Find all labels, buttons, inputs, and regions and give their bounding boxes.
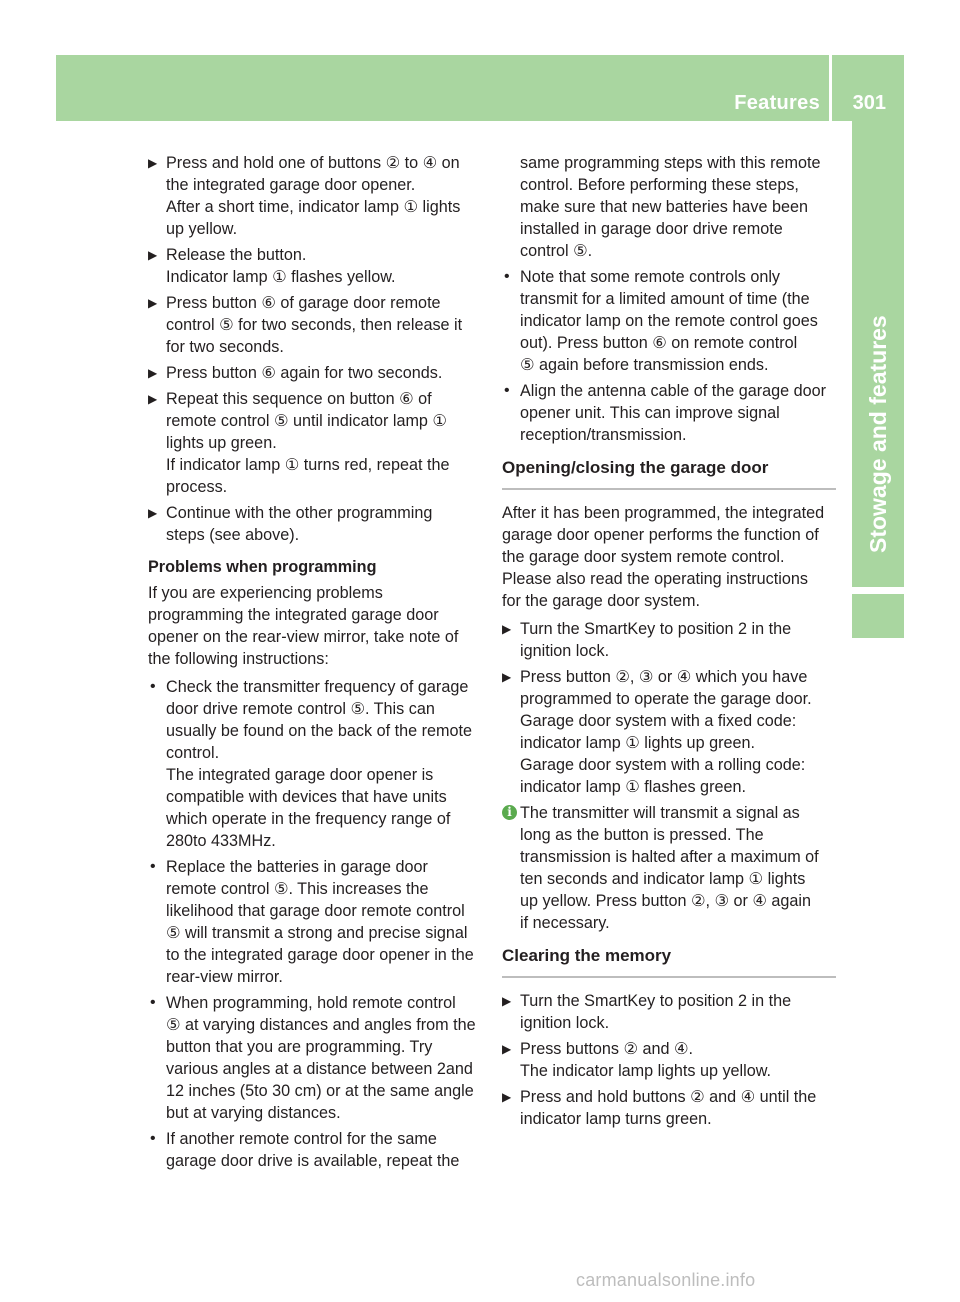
item-text-line: ignition lock. [520, 1014, 610, 1032]
item-text-line: garage door drive is available, repeat the [166, 1152, 460, 1170]
item-text-line: Release the button. [166, 246, 307, 264]
item-text-line: reception/transmission. [520, 426, 687, 444]
action-arrow-icon: ▶ [502, 994, 512, 1008]
bullet-icon: • [504, 382, 510, 399]
continued-line: installed in garage door drive remote [520, 220, 783, 238]
item-text-line: ignition lock. [520, 642, 610, 660]
info-note [502, 802, 836, 934]
action-arrow-icon: ▶ [148, 296, 158, 310]
item-text-line: programmed to operate the garage door. [520, 690, 812, 708]
item-text-line: indicator lamp ① lights up green. [520, 734, 755, 752]
instruction-step [502, 1038, 836, 1082]
bullet-item [148, 1128, 482, 1172]
chapter-side-tab [852, 121, 904, 587]
intro-line: the following instructions: [148, 650, 329, 668]
instruction-step [148, 388, 482, 498]
item-text-line: Press and hold one of buttons ② to ④ on [166, 154, 460, 172]
instruction-step [148, 244, 482, 288]
item-text-line: door drive remote control ⑤. This can [166, 700, 435, 718]
instruction-step [502, 990, 836, 1034]
intro-line: If you are experiencing problems [148, 584, 383, 602]
intro-line: for the garage door system. [502, 592, 700, 610]
item-text-line: usually be found on the back of the remote [166, 722, 472, 740]
problems-bullets [148, 676, 482, 1172]
continued-bullet [502, 152, 836, 262]
note-line: if necessary. [520, 914, 610, 932]
item-text-line: to the integrated garage door opener in the [166, 946, 474, 964]
item-text-line: Press buttons ② and ④. [520, 1040, 693, 1058]
header-divider [829, 55, 832, 121]
item-text-line: control. [166, 744, 220, 762]
info-icon: i [502, 805, 517, 820]
item-text-line: After a short time, indicator lamp ① lights [166, 198, 461, 216]
item-text-line: indicator lamp turns green. [520, 1110, 712, 1128]
problems-heading: Problems when programming [148, 558, 377, 576]
item-text-line: 12 inches (5to 30 cm) or at the same angle [166, 1082, 474, 1100]
item-text-line: indicator lamp on the remote control goes [520, 312, 818, 330]
right-bullets [502, 266, 836, 446]
continued-line: control. Before performing these steps, [520, 176, 799, 194]
instruction-step [148, 292, 482, 358]
instruction-step [148, 152, 482, 240]
bullet-item [148, 676, 482, 852]
instruction-step [502, 666, 836, 798]
bullet-item [148, 992, 482, 1124]
note-line: up yellow. Press button ②, ③ or ④ again [520, 892, 811, 910]
action-arrow-icon: ▶ [148, 366, 158, 380]
item-text-line: opener unit. This can improve signal [520, 404, 780, 422]
action-arrow-icon: ▶ [148, 156, 158, 170]
bullet-item [502, 266, 836, 376]
page-header [56, 55, 904, 121]
item-text-line: Press button ⑥ again for two seconds. [166, 364, 443, 382]
item-text-line: likelihood that garage door remote control [166, 902, 465, 920]
item-text-line: When programming, hold remote control [166, 994, 456, 1012]
item-text-line: transmit for a limited amount of time (the [520, 290, 810, 308]
opening-steps [502, 618, 836, 798]
note-line: ten seconds and indicator lamp ① lights [520, 870, 806, 888]
page-number: 301 [852, 92, 886, 114]
item-text-line: Garage door system with a fixed code: [520, 712, 797, 730]
item-text-line: lights up green. [166, 434, 277, 452]
left-column [148, 152, 482, 1176]
item-text-line: the integrated garage door opener. [166, 176, 416, 194]
right-column [502, 152, 836, 1134]
item-text-line: remote control ⑤ until indicator lamp ① [166, 412, 447, 430]
item-text-line: If another remote control for the same [166, 1130, 437, 1148]
continued-line: make sure that new batteries have been [520, 198, 808, 216]
action-arrow-icon: ▶ [502, 622, 512, 636]
instruction-step [148, 362, 482, 384]
intro-line: the garage door system remote control. [502, 548, 785, 566]
item-text-line: Repeat this sequence on button ⑥ of [166, 390, 432, 408]
item-text-line: The indicator lamp lights up yellow. [520, 1062, 772, 1080]
item-text-line: Continue with the other programming [166, 504, 433, 522]
bullet-item [148, 856, 482, 988]
continued-line: control ⑤. [520, 242, 593, 260]
intro-line: garage door opener performs the function of [502, 526, 819, 544]
item-text-line: remote control ⑤. This increases the [166, 880, 429, 898]
item-text-line: ⑤ again before transmission ends. [520, 356, 769, 374]
action-arrow-icon: ▶ [148, 248, 158, 262]
bullet-item [502, 380, 836, 446]
steps-list-a [148, 152, 482, 546]
bullet-icon: • [150, 1130, 156, 1147]
item-text-line: 280to 433MHz. [166, 832, 276, 850]
watermark: carmanualsonline.info [576, 1270, 756, 1290]
note-line: The transmitter will transmit a signal as [520, 804, 800, 822]
clearing-steps [502, 990, 836, 1130]
item-text-line: Replace the batteries in garage door [166, 858, 428, 876]
action-arrow-icon: ▶ [502, 1042, 512, 1056]
bullet-icon: • [150, 678, 156, 695]
item-text-line: Press button ⑥ of garage door remote [166, 294, 441, 312]
item-text-line: If indicator lamp ① turns red, repeat the [166, 456, 450, 474]
item-text-line: Garage door system with a rolling code: [520, 756, 806, 774]
instruction-step [502, 1086, 836, 1130]
note-line: transmission is halted after a maximum of [520, 848, 819, 866]
item-text-line: which operate in the frequency range of [166, 810, 451, 828]
intro-line: opener on the rear-view mirror, take note of [148, 628, 459, 646]
item-text-line: indicator lamp ① flashes green. [520, 778, 746, 796]
intro-line: programming the integrated garage door [148, 606, 439, 624]
clearing-heading: Clearing the memory [502, 944, 836, 978]
item-text-line: button that you are programming. Try [166, 1038, 433, 1056]
item-text-line: Press and hold buttons ② and ④ until the [520, 1088, 817, 1106]
instruction-step [502, 618, 836, 662]
item-text-line: steps (see above). [166, 526, 300, 544]
item-text-line: Turn the SmartKey to position 2 in the [520, 992, 792, 1010]
item-text-line: Turn the SmartKey to position 2 in the [520, 620, 792, 638]
item-text-line: Check the transmitter frequency of garage [166, 678, 469, 696]
note-line: long as the button is pressed. The [520, 826, 764, 844]
item-text-line: control ⑤ for two seconds, then release it [166, 316, 463, 334]
item-text-line: for two seconds. [166, 338, 284, 356]
chapter-marker [852, 594, 904, 638]
action-arrow-icon: ▶ [502, 1090, 512, 1104]
item-text-line: rear-view mirror. [166, 968, 283, 986]
bullet-icon: • [150, 858, 156, 875]
bullet-icon: • [150, 994, 156, 1011]
item-text-line: compatible with devices that have units [166, 788, 447, 806]
section-title: Features [734, 92, 820, 114]
action-arrow-icon: ▶ [148, 506, 158, 520]
item-text-line: up yellow. [166, 220, 238, 238]
action-arrow-icon: ▶ [502, 670, 512, 684]
item-text-line: but at varying distances. [166, 1104, 341, 1122]
bullet-icon: • [504, 268, 510, 285]
item-text-line: Note that some remote controls only [520, 268, 781, 286]
continued-text [520, 152, 836, 262]
intro-line: After it has been programmed, the integrated [502, 504, 825, 522]
item-text-line: Press button ②, ③ or ④ which you have [520, 668, 808, 686]
item-text-line: process. [166, 478, 228, 496]
opening-heading: Opening/closing the garage door [502, 456, 836, 490]
problems-intro [148, 582, 482, 670]
opening-intro [502, 502, 836, 612]
chapter-label: Stowage and features [865, 315, 891, 553]
item-text-line: Align the antenna cable of the garage door [520, 382, 826, 400]
item-text-line: ⑤ at varying distances and angles from the [166, 1016, 476, 1034]
item-text-line: ⑤ will transmit a strong and precise signal [166, 924, 468, 942]
continued-line: same programming steps with this remote [520, 154, 821, 172]
intro-line: Please also read the operating instructions [502, 570, 808, 588]
item-text-line: Indicator lamp ① flashes yellow. [166, 268, 396, 286]
note-text [520, 802, 836, 934]
item-text-line: various angles at a distance between 2and [166, 1060, 473, 1078]
item-text-line: The integrated garage door opener is [166, 766, 434, 784]
action-arrow-icon: ▶ [148, 392, 158, 406]
item-text-line: out). Press button ⑥ on remote control [520, 334, 798, 352]
instruction-step [148, 502, 482, 546]
